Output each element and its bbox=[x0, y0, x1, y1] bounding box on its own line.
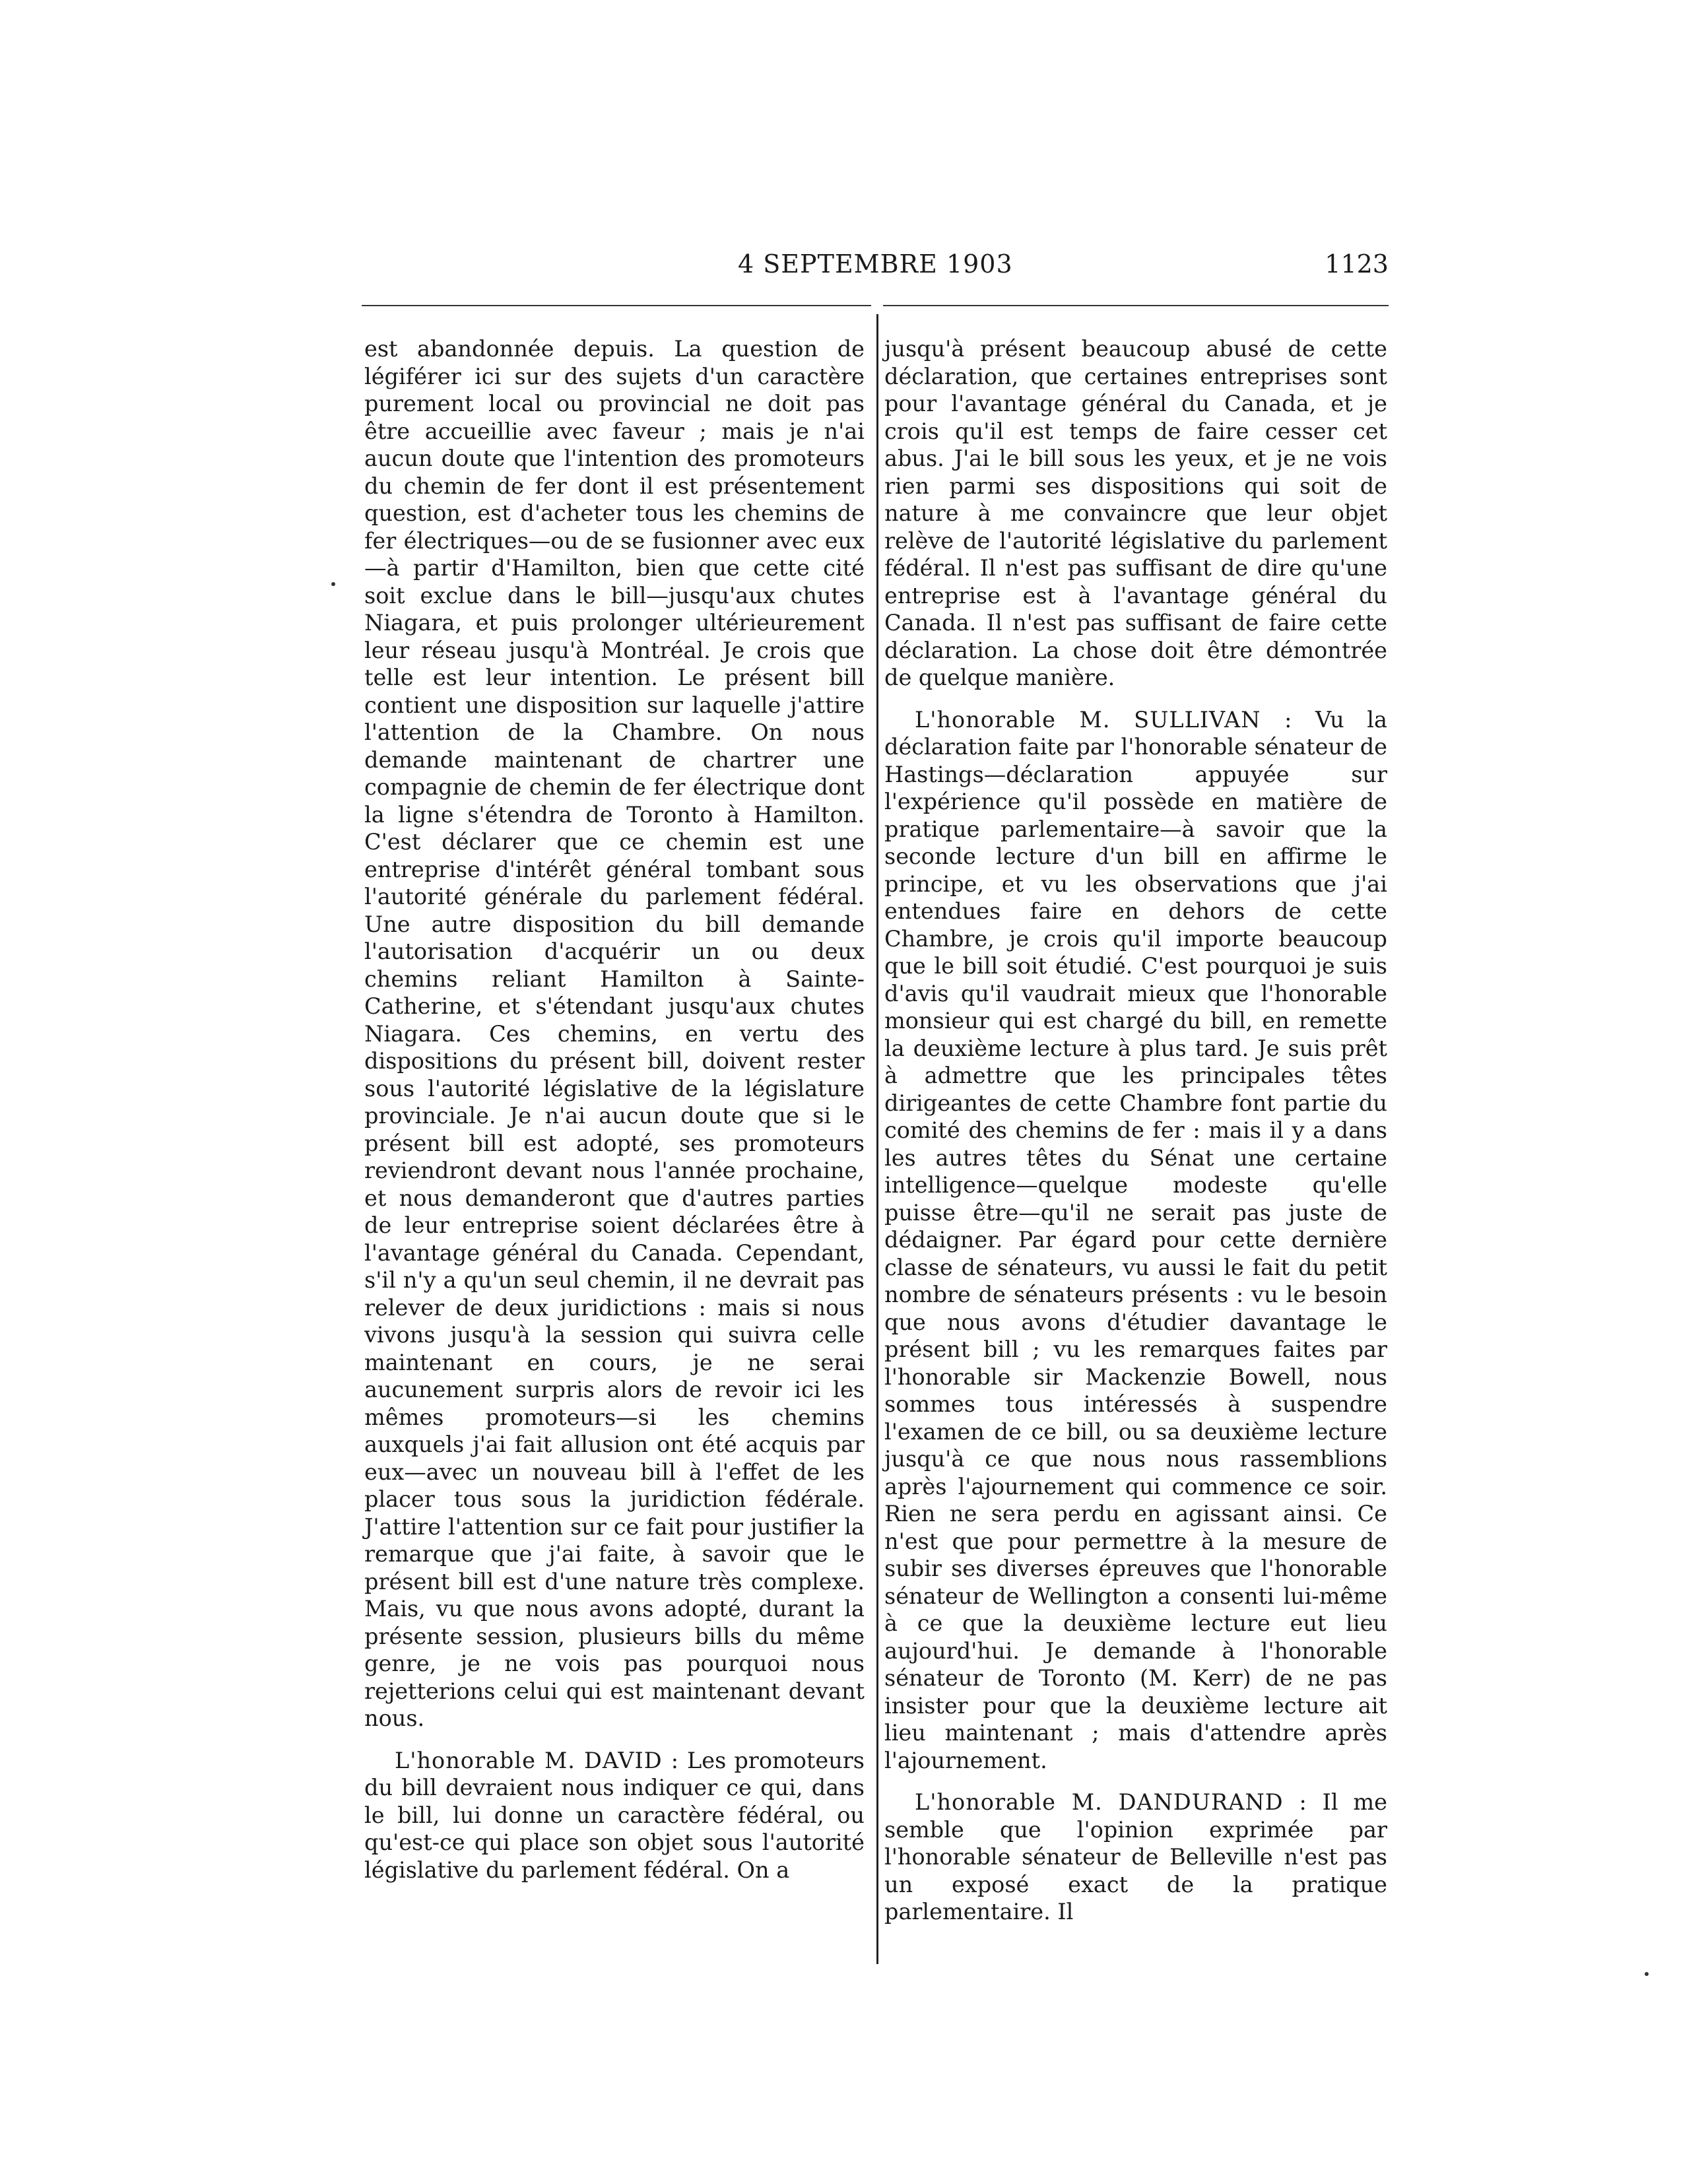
paragraph-continued-right: jusqu'à présent beaucoup abusé de cette déclaration, que certaines entreprises sont pour l'avantage général du Canada, et je crois qu'il est temps de faire cesser cet abus. J'ai le bill sous les yeux, et je ne vois rien parmi ses dispositions qui soit de nature à me convaincre que leur objet relève de l'autorité législative du parlement fédéral. Il n'est pas suffisant de dire qu'une entreprise est à l'avantage général du Canada. Il n'est pas suffisant de faire cette déclaration. La chose doit être démontrée de quelque manière. bbox=[884, 336, 1387, 690]
speech-david: Les promoteurs du bill devraient nous indiquer ce qui, dans le bill, lui donne un caractère fédéral, ou qu'est-ce qui place son objet sous l'autorité législative du parlement fédéral. On a bbox=[364, 1747, 865, 1883]
column-divider bbox=[876, 314, 878, 1964]
paragraph-dandurand bbox=[884, 1789, 1387, 1926]
page-header bbox=[0, 0, 1708, 310]
speck-mark bbox=[331, 582, 335, 586]
paragraph-sullivan bbox=[884, 706, 1387, 1775]
right-column bbox=[884, 335, 1387, 1926]
left-column bbox=[364, 335, 865, 1884]
speech-dandurand: Il me semble que l'opinion exprimée par l'honorable sénateur de Belleville n'est pas un exposé exact de la pratique parlementaire. Il bbox=[884, 1789, 1387, 1924]
speaker-sullivan: L'honorable M. SULLIVAN : bbox=[915, 706, 1293, 733]
page-number: 1123 bbox=[1325, 249, 1389, 279]
header-rule-left bbox=[362, 305, 871, 306]
header-date: 4 SEPTEMBRE 1903 bbox=[738, 249, 1013, 279]
speck-mark bbox=[1645, 1972, 1649, 1976]
paragraph-david bbox=[364, 1747, 865, 1884]
speaker-david: L'honorable M. DAVID : bbox=[395, 1747, 679, 1773]
paragraph-continued: est abandonnée depuis. La question de légiférer ici sur des sujets d'un caractère purement local ou provincial ne doit pas être accueillie avec faveur ; mais je n'ai aucun doute que l'intention des promoteurs du chemin de fer dont il est présentement question, est d'acheter tous les chemins de fer électriques—ou de se fusionner avec eux—à partir d'Hamilton, bien que cette cité soit exclue dans le bill—jusqu'aux chutes Niagara, et puis prolonger ultérieurement leur réseau jusqu'à Montréal. Je crois que telle est leur intention. Le présent bill contient une disposition sur laquelle j'attire l'attention de la Chambre. On nous demande maintenant de chartrer une compagnie de chemin de fer électrique dont la ligne s'étendra de Toronto à Hamilton. C'est déclarer que ce chemin est une entreprise d'intérêt général tombant sous l'autorité générale du parlement fédéral. Une autre disposition du bill demande l'autorisation d'acquérir un ou deux chemins reliant Hamilton à Sainte-Catherine, et s'étendant jusqu'aux chutes Niagara. Ces chemins, en vertu des dispositions du présent bill, doivent rester sous l'autorité législative de la législature provinciale. Je n'ai aucun doute que si le présent bill est adopté, ses promoteurs reviendront devant nous l'année prochaine, et nous demanderont que d'autres parties de leur entreprise soient déclarées être à l'avantage général du Canada. Cependant, s'il n'y a qu'un seul chemin, il ne devrait pas relever de deux juridictions : mais si nous vivons jusqu'à la session qui suivra celle maintenant en cours, je ne serai aucunement surpris alors de revoir ici les mêmes promoteurs—si les chemins auxquels j'ai fait allusion ont été acquis par eux—avec un nouveau bill à l'effet de les placer tous sous la juridiction fédérale. J'attire l'attention sur ce fait pour justifier la remarque que j'ai faite, à savoir que le présent bill est d'une nature très complexe. Mais, vu que nous avons adopté, durant la présente session, plusieurs bills du même genre, je ne vois pas pourquoi nous rejetterions celui qui est maintenant devant nous. bbox=[364, 336, 865, 1731]
speech-sullivan: Vu la déclaration faite par l'honorable sénateur de Hastings—déclaration appuyée sur l'expérience qu'il possède en matière de pratique parlementaire—à savoir que la seconde lecture d'un bill en affirme le principe, et vu les observations que j'ai entendues faire en dehors de cette Chambre, je crois qu'il importe beaucoup que le bill soit étudié. C'est pourquoi je suis d'avis qu'il vaudrait mieux que l'honorable monsieur qui est chargé du bill, en remette la deuxième lecture à plus tard. Je suis prêt à admettre que les principales têtes dirigeantes de cette Chambre font partie du comité des chemins de fer : mais il y a dans les autres têtes du Sénat une certaine intelligence—quelque modeste qu'elle puisse être—qu'il ne serait pas juste de dédaigner. Par égard pour cette dernière classe de sénateurs, vu aussi le fait du petit nombre de sénateurs présents : vu le besoin que nous avons d'étudier davantage le présent bill ; vu les remarques faites par l'honorable sir Mackenzie Bowell, nous sommes tous intéressés à suspendre l'examen de ce bill, ou sa deuxième lecture jusqu'à ce que nous nous rassemblions après l'ajournement qui commence ce soir. Rien ne sera perdu en agissant ainsi. Ce n'est que pour permettre à la mesure de subir ses diverses épreuves que l'honorable sénateur de Wellington a consenti lui-même à ce que la deuxième lecture eut lieu aujourd'hui. Je demande à l'honorable sénateur de Toronto (M. Kerr) de ne pas insister pour que la deuxième lecture ait lieu maintenant ; mais d'attendre après l'ajournement. bbox=[884, 706, 1387, 1773]
speaker-dandurand: L'honorable M. DANDURAND : bbox=[915, 1789, 1307, 1815]
header-rule-right bbox=[883, 305, 1389, 306]
